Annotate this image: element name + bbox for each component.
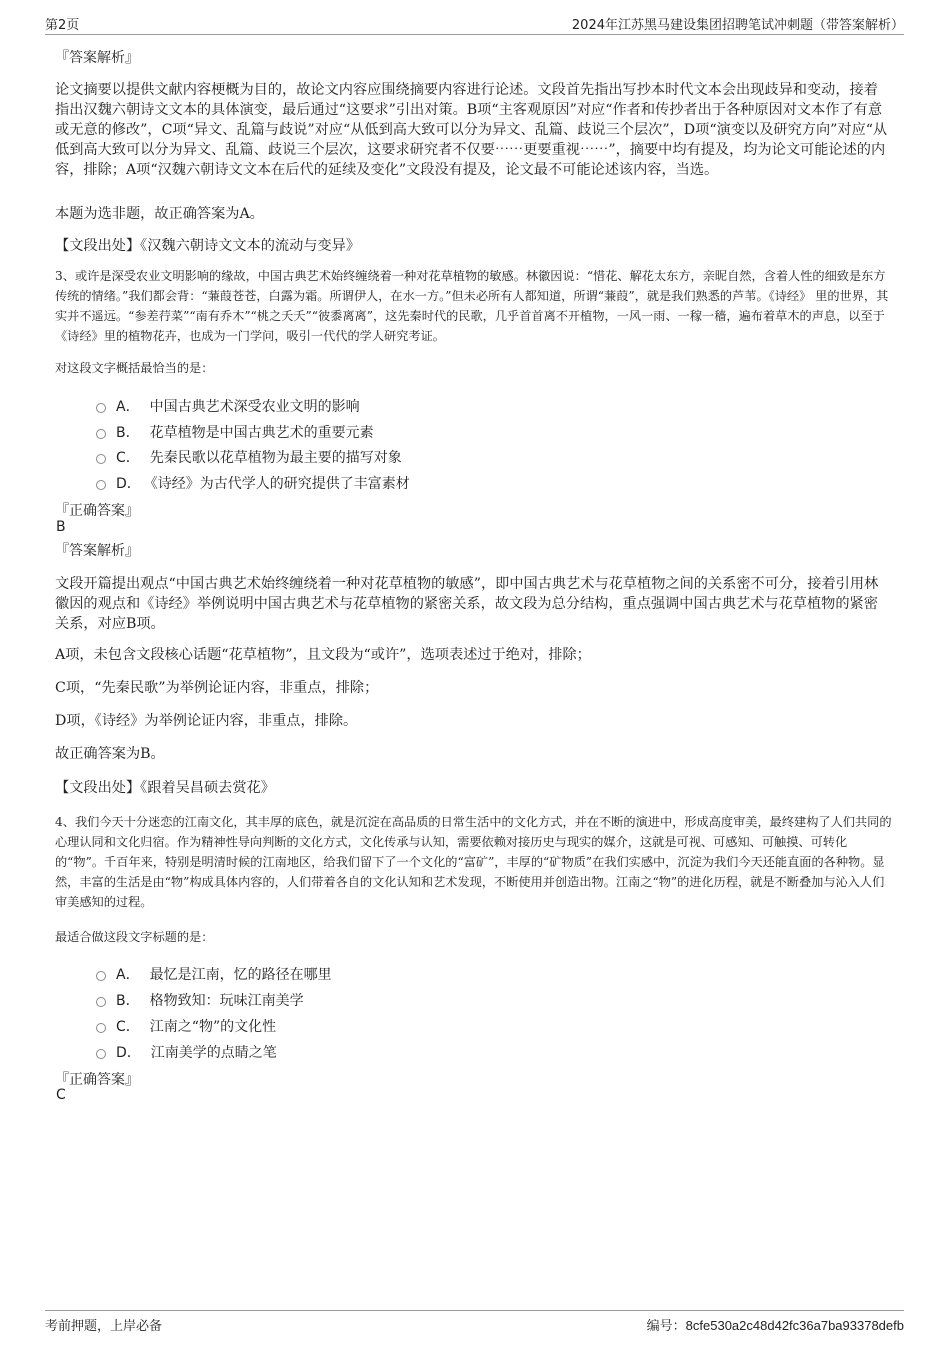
code-label: 编号： [646,1319,686,1334]
q2-analysis-label: 『答案解析』 [55,50,139,66]
q2-conclusion: 本题为选非题，故正确答案为A。 [55,206,264,222]
option-text: 江南美学的点睛之笔 [150,1045,277,1061]
footer-slogan: 考前押题，上岸必备 [45,1319,163,1334]
option-text: 中国古典艺术深受农业文明的影响 [149,399,360,415]
q3-point-a: A项，未包含文段核心话题“花草植物”，且文段为“或许”，选项表述过于绝对，排除； [55,647,591,663]
radio-button-icon[interactable] [96,1049,106,1059]
q3-stem: 3、或许是深受农业文明影响的缘故，中国古典艺术始终缠绕着一种对花草植物的敏感。林徽因说：“惜花、解花太东方，亲昵自然，含着人性的细致是东方传统的情绪。”我们都会背：“蒹葭苍苍，白露为霜。所谓伊人，在水一方。”但未必所有人都知道，所谓“蒹葭”，就是我们熟悉的芦苇。《诗经》 里的世界，其实并不遥远。“参差荇菜”“南有乔木”“桃之夭夭”“彼黍离离”，这先秦时代的民歌，几乎首首离不开植物，一风一雨、一稼一穑，遍布着草木的声息，以至于《诗经》里的植物花卉，也成为一门学问，吸引一代代的学人研究考证。 [55,269,889,343]
q3-option-c[interactable] [96,447,402,467]
option-text: 《诗经》为古代学人的研究提供了丰富素材 [150,476,410,492]
q3-analysis-text: 文段开篇提出观点“中国古典艺术始终缠绕着一种对花草植物的敏感”，即中国古典艺术与花草植物之间的关系密不可分，接着引用林徽因的观点和《诗经》举例说明中国古典艺术与花草植物的紧密关系，故文段为总分结构，重点强调中国古典艺术与花草植物的紧密关系，对应B项。 [55,576,879,632]
option-key: A． [116,399,140,415]
q3-answer-label: 『正确答案』 [55,503,139,519]
q3-question: 对这段文字概括最恰当的是： [55,361,214,375]
document-title: 2024年江苏黑马建设集团招聘笔试冲刺题（带答案解析） [571,18,904,33]
q3-point-d: D项，《诗经》为举例论证内容，非重点，排除。 [55,713,358,729]
option-text: 江南之“物”的文化性 [149,1019,277,1035]
option-text: 先秦民歌以花草植物为最主要的描写对象 [149,450,402,466]
q3-answer: B [56,519,66,535]
document-code [647,1315,904,1334]
radio-button-icon[interactable] [96,480,106,490]
q2-source: 【文段出处】《汉魏六朝诗文文本的流动与变异》 [55,238,361,254]
radio-button-icon[interactable] [96,971,106,981]
option-key: B． [116,993,140,1009]
option-key: B． [116,425,140,441]
q3-point-c: C项，“先秦民歌”为举例论证内容，非重点，排除； [55,680,379,696]
q2-analysis-text: 论文摘要以提供文献内容梗概为目的，故论文内容应围绕摘要内容进行论述。文段首先指出写抄本时代文本会出现歧异和变动，接着指出汉魏六朝诗文文本的具体演变，最后通过“这要求”引出对策。B项“主客观原因”对应“作者和传抄者出于各种原因对文本作了有意或无意的修改”，C项“异文、乱篇与歧说”对应“从低到高大致可以分为异文、乱篇、歧说三个层次”，D项“演变以及研究方向”对应“从低到高大致可以分为异文、乱篇、歧说三个层次，这要求研究者不仅要⋯⋯更要重视⋯⋯”，摘要中均有提及，均为论文可能论述的内容，排除；A项“汉魏六朝诗文文本在后代的延续及变化”文段没有提及，论文最不可能论述该内容，当选。 [55,82,888,178]
code-value: 8cfe530a2c48d42fc36a7ba93378defb [685,1318,904,1333]
page-number: 第2页 [45,18,80,33]
radio-button-icon[interactable] [96,997,106,1007]
page-footer [45,1310,904,1338]
q3-analysis-label: 『答案解析』 [55,543,139,559]
q4-option-a[interactable] [96,964,332,984]
option-key: D． [116,1045,141,1061]
q3-source: 【文段出处】《跟着吴昌硕去赏花》 [55,780,275,796]
q3-option-d[interactable] [96,473,410,493]
q4-stem: 4、我们今天十分迷恋的江南文化，其丰厚的底色，就是沉淀在高品质的日常生活中的文化方式，并在不断的演进中，形成高度审美，最终建构了人们共同的心理认同和文化归宿。作为精神性导向判断的文化方式，文化传承与认知，需要依赖对接历史与现实的媒介，这就是可视、可感知、可触摸、可转化的“物”。千百年来，特别是明清时候的江南地区，给我们留下了一个文化的“富矿”，丰厚的“矿物质”在我们实感中，沉淀为我们今天还能直面的各种物。显然，丰富的生活是由“物”构成具体内容的，人们带着各自的文化认知和艺术发现，不断使用并创造出物。江南之“物”的进化历程，就是不断叠加与沁入人们审美感知的过程。 [55,815,892,909]
q3-option-b[interactable] [96,422,374,442]
q4-option-b[interactable] [96,990,304,1010]
option-text: 格物致知：玩味江南美学 [149,993,304,1009]
radio-button-icon[interactable] [96,1023,106,1033]
option-key: A． [116,967,140,983]
radio-button-icon[interactable] [96,403,106,413]
option-key: C． [116,450,140,466]
q4-answer: C [56,1087,66,1103]
q3-option-a[interactable] [96,396,360,416]
q4-option-c[interactable] [96,1016,276,1036]
q4-answer-label: 『正确答案』 [55,1072,139,1088]
radio-button-icon[interactable] [96,454,106,464]
q4-question: 最适合做这段文字标题的是： [55,930,214,944]
option-key: C． [116,1019,140,1035]
radio-button-icon[interactable] [96,429,106,439]
option-key: D． [116,476,141,492]
q4-option-d[interactable] [96,1042,277,1062]
option-text: 最忆是江南，忆的路径在哪里 [149,967,332,983]
page-header [45,14,904,35]
option-text: 花草植物是中国古典艺术的重要元素 [149,425,374,441]
q3-conclusion: 故正确答案为B。 [55,746,165,762]
